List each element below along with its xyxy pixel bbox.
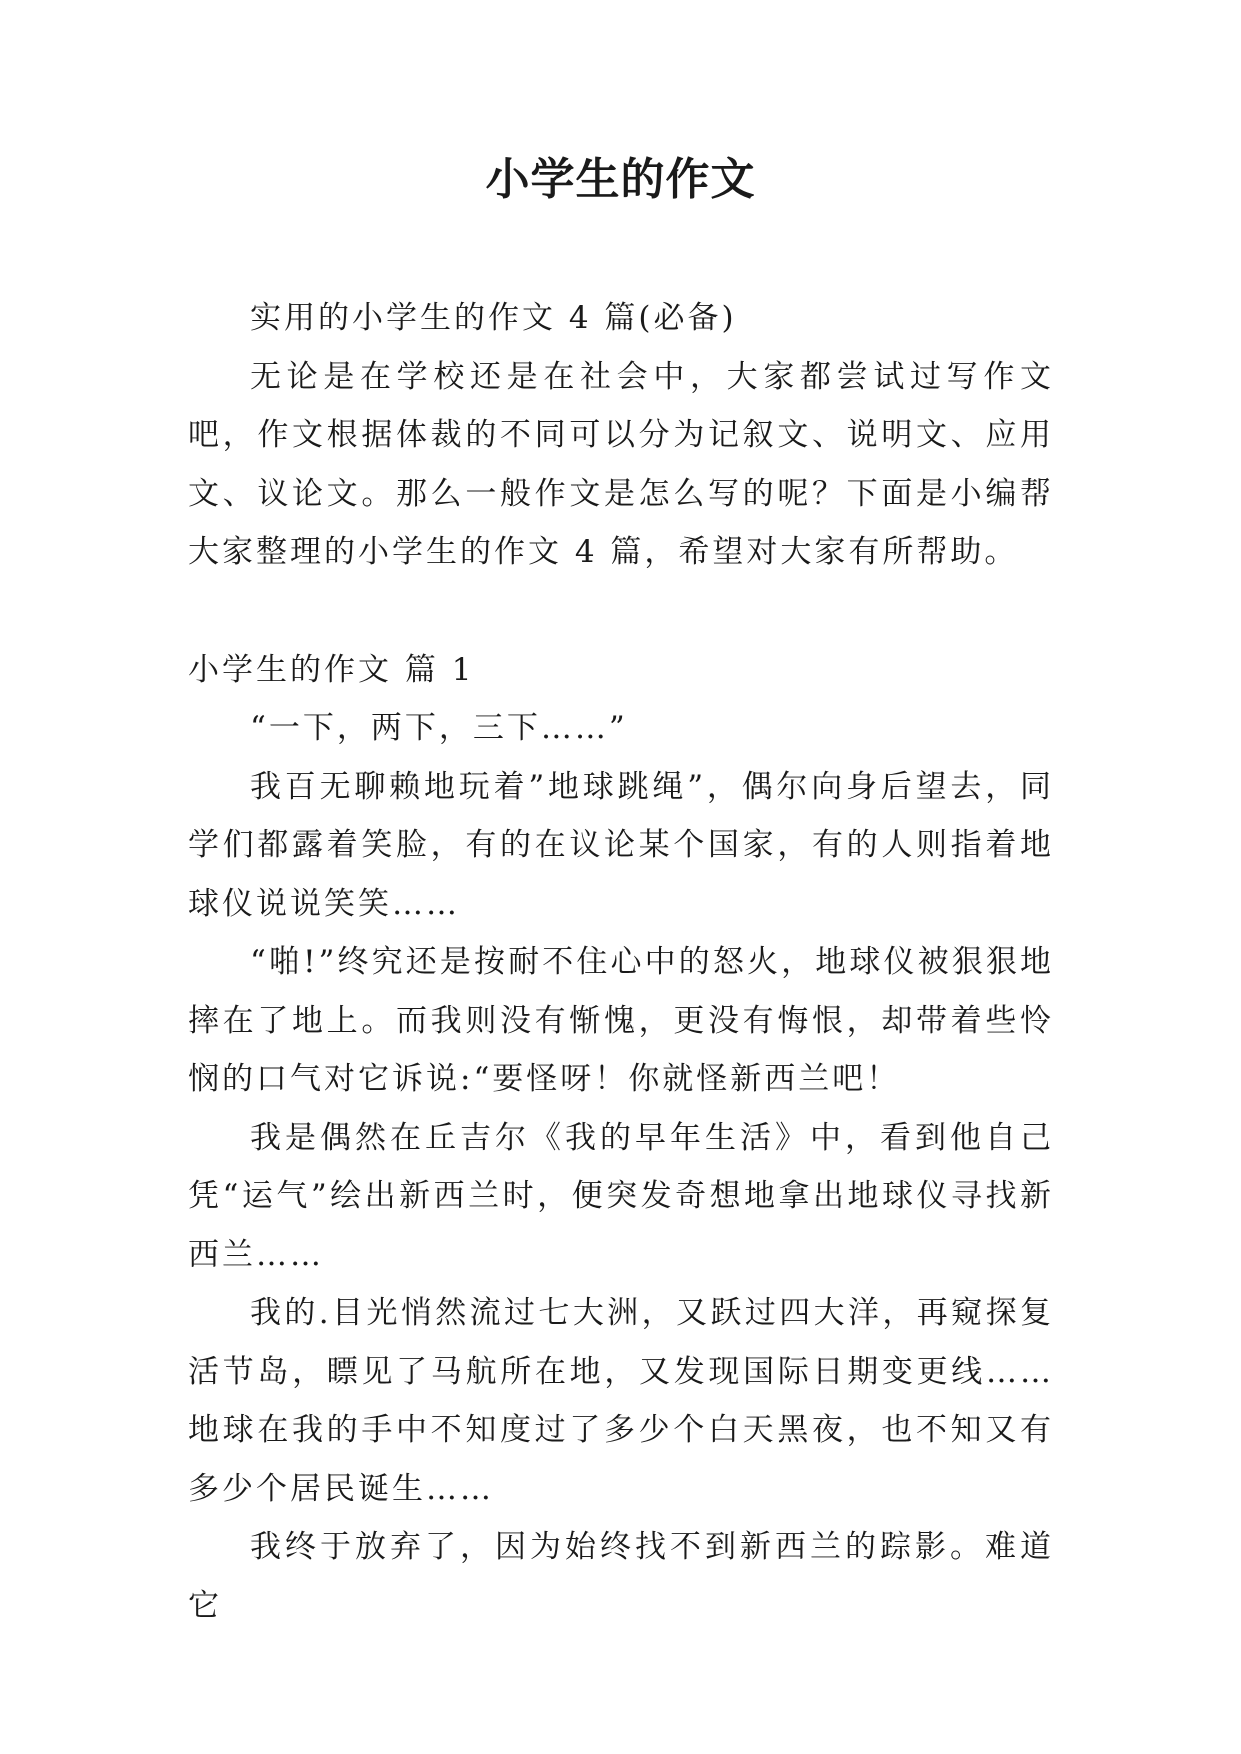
body-paragraph: 我百无聊赖地玩着”地球跳绳”，偶尔向身后望去，同学们都露着笑脸，有的在议论某个国家，有的人则指着地球仪说说笑笑…… <box>188 768 1054 922</box>
section-heading: 小学生的作文 篇 1 <box>188 651 475 688</box>
body-paragraph: 我终于放弃了，因为始终找不到新西兰的踪影。难道它 <box>188 1529 1054 1624</box>
body-paragraph: “啪!”终究还是按耐不住心中的怒火，地球仪被狠狠地摔在了地上。而我则没有惭愧，更没有悔恨，却带着些怜悯的口气对它诉说:“要怪呀！你就怪新西兰吧！ <box>188 944 1054 1097</box>
body-paragraph: 我是偶然在丘吉尔《我的早年生活》中，看到他自己凭“运气”绘出新西兰时，便突发奇想地拿出地球仪寻找新西兰…… <box>188 1119 1054 1273</box>
document-subtitle: 实用的小学生的作文 4 篇(必备) <box>250 300 737 336</box>
body-paragraph: 我的.目光悄然流过七大洲，又跃过四大洋，再窥探复活节岛，瞟见了马航所在地，又发现国际日期变更线……地球在我的手中不知度过了多少个白天黑夜，也不知又有多少个居民诞生…… <box>188 1295 1054 1507</box>
document-body <box>188 289 1054 1635</box>
document-title: 小学生的作文 <box>485 154 756 205</box>
body-paragraph: “一下，两下，三下……” <box>250 710 628 746</box>
intro-paragraph: 无论是在学校还是在社会中，大家都尝试过写作文吧，作文根据体裁的不同可以分为记叙文、说明文、应用文、议论文。那么一般作文是怎么写的呢？下面是小编帮大家整理的小学生的作文 4 篇，希望对大家有所帮助。 <box>188 358 1054 570</box>
